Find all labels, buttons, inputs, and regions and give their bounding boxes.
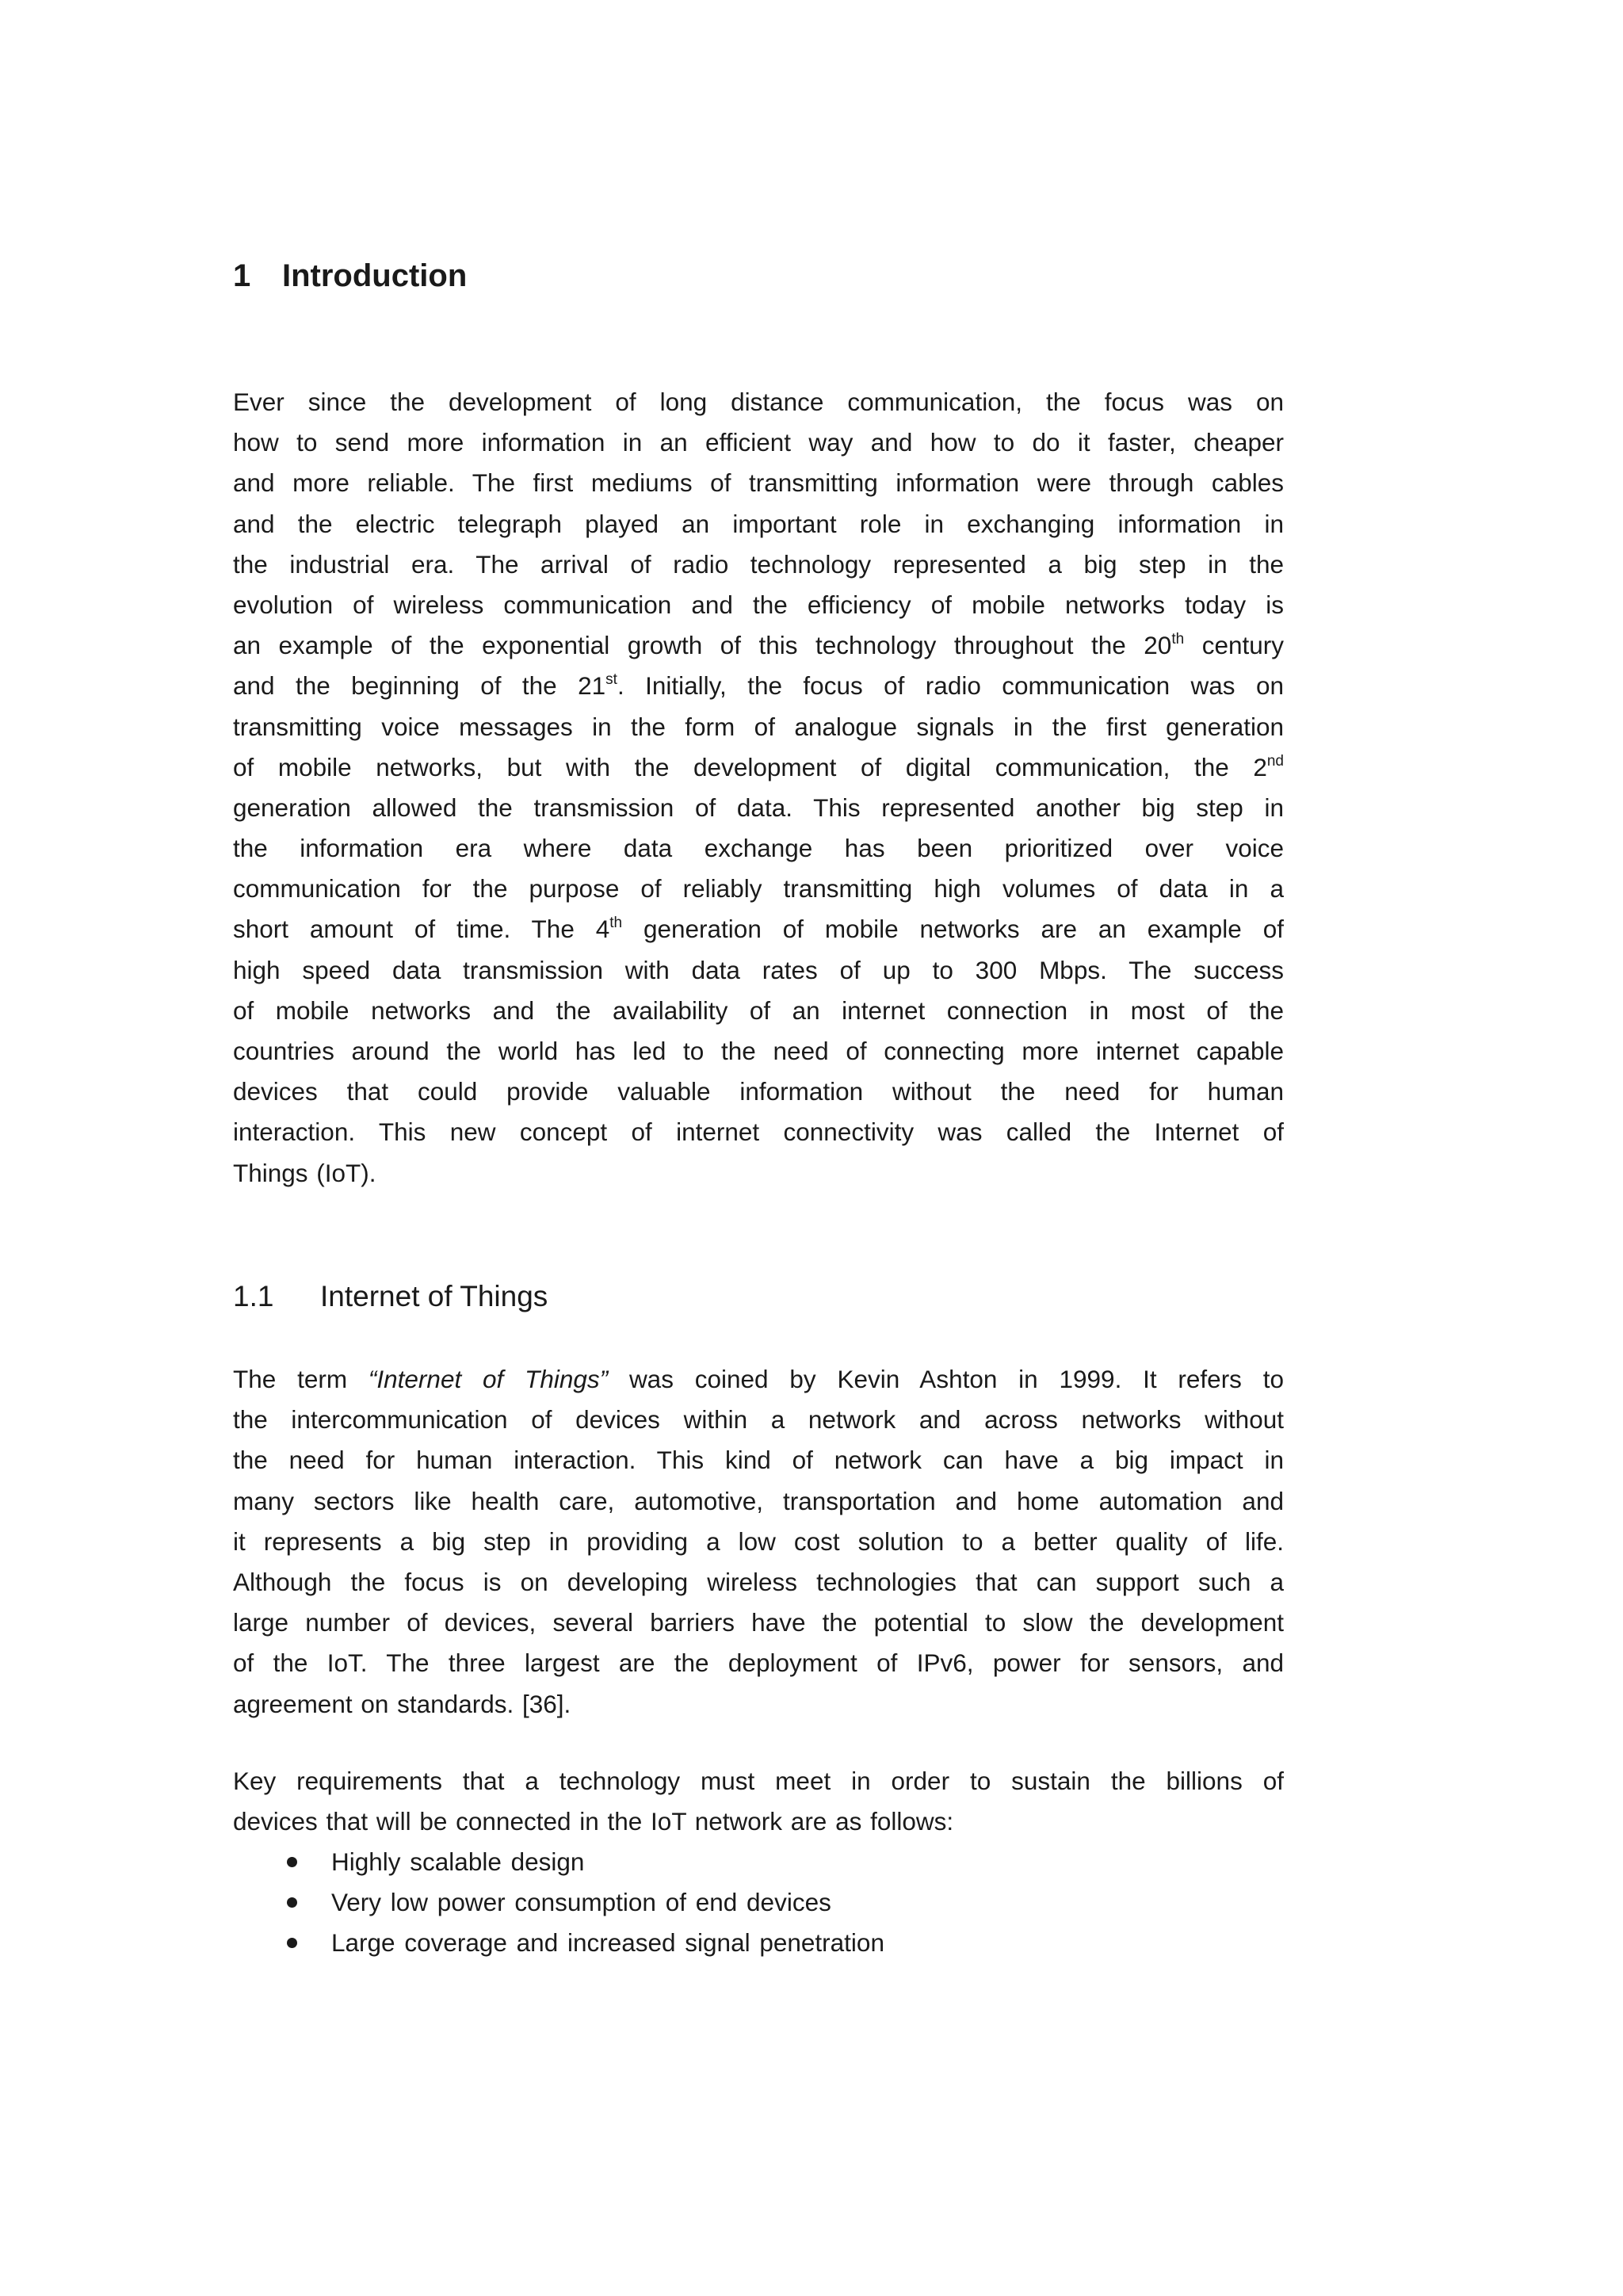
text-line: Things (IoT). [233,1158,376,1187]
text-line: the information era where data exchange has been prioritized over voice [233,834,1284,863]
text-line: devices that could provide valuable information without the need for human [233,1077,1284,1106]
bullet-icon [287,1938,297,1948]
bullet-icon [287,1857,297,1867]
text-line: large number of devices, several barriers have the potential to slow the development [233,1608,1284,1637]
text-line: many sectors like health care, automotive, transportation and home automation and [233,1486,1284,1515]
list-item-text: Large coverage and increased signal penetration [331,1928,884,1958]
text-line [233,747,1284,788]
text-fragment: The term [233,1365,348,1393]
list-item [233,1842,884,1882]
text-fragment: short amount of time. The 4 [233,915,610,944]
section-title: Introduction [282,258,468,293]
list-item-text: Highly scalable design [331,1847,585,1876]
bullet-icon [287,1897,297,1908]
text-line: and the electric telegraph played an important role in exchanging information in [233,509,1284,538]
superscript: st [605,671,617,689]
text-fragment: . Initially, the focus of radio communication was on [617,671,1284,701]
intro-paragraph [233,382,1284,1194]
text-fragment: an example of the exponential growth of this technology throughout the 20 [233,631,1172,660]
subsection-title: Internet of Things [320,1280,548,1312]
text-line: it represents a big step in providing a low cost solution to a better quality of life. [233,1526,1284,1556]
text-fragment: generation of mobile networks are an example of [643,915,1284,944]
text-line [233,625,1284,666]
text-line: Ever since the development of long distance communication, the focus was on [233,388,1284,416]
text-line: generation allowed the transmission of data. This represented another big step in [233,793,1284,822]
text-line: Key requirements that a technology must meet in order to sustain the billions of [233,1767,1284,1795]
iot-paragraph [233,1359,1284,1725]
text-line: devices that will be connected in the IoT network are as follows: [233,1807,954,1836]
text-line: the need for human interaction. This kind of network can have a big impact in [233,1446,1284,1475]
text-line: countries around the world has led to the need of connecting more internet capable [233,1037,1284,1065]
text-line [233,666,1284,706]
text-line: the industrial era. The arrival of radio technology represented a big step in the [233,549,1284,579]
subsection-number: 1.1 [233,1280,274,1312]
superscript: th [609,915,623,932]
text-line: of mobile networks and the availability of an internet connection in most of the [233,995,1284,1025]
list-item [233,1882,884,1923]
text-line: high speed data transmission with data rates of up to 300 Mbps. The success [233,955,1284,984]
text-line: communication for the purpose of reliably transmitting high volumes of data in a [233,874,1284,904]
text-fragment: and the beginning of the 21 [233,671,606,701]
text-line: Although the focus is on developing wireless technologies that can support such a [233,1567,1284,1596]
list-item-text: Very low power consumption of end devices [331,1888,831,1917]
text-line: agreement on standards. [36]. [233,1689,571,1718]
text-line: transmitting voice messages in the form of analogue signals in the first generation [233,712,1284,741]
requirements-paragraph [233,1761,1284,1842]
text-line: how to send more information in an efficient way and how to do it faster, cheaper [233,428,1284,457]
text-fragment: of mobile networks, but with the development of digital communication, the 2 [233,752,1267,781]
text-line: interaction. This new concept of internet connectivity was called the Internet of [233,1117,1284,1147]
text-line: and more reliable. The first mediums of transmitting information were through cables [233,468,1284,498]
requirements-list [233,1842,884,1964]
quoted-term: “Internet of Things” [368,1365,609,1393]
text-line: the intercommunication of devices within a network and across networks without [233,1405,1284,1435]
section-number: 1 [233,258,251,293]
list-item [233,1923,884,1963]
text-fragment: century [1201,631,1284,660]
text-fragment: was coined by Kevin Ashton in 1999. It refers to [628,1365,1285,1393]
text-line [233,1359,1284,1400]
section-heading [233,252,467,300]
text-line: of the IoT. The three largest are the deployment of IPv6, power for sensors, and [233,1648,1284,1678]
superscript: th [1171,631,1185,648]
subsection-heading [233,1274,548,1319]
superscript: nd [1266,752,1284,770]
text-line: evolution of wireless communication and the efficiency of mobile networks today is [233,590,1284,619]
text-line [233,909,1284,949]
